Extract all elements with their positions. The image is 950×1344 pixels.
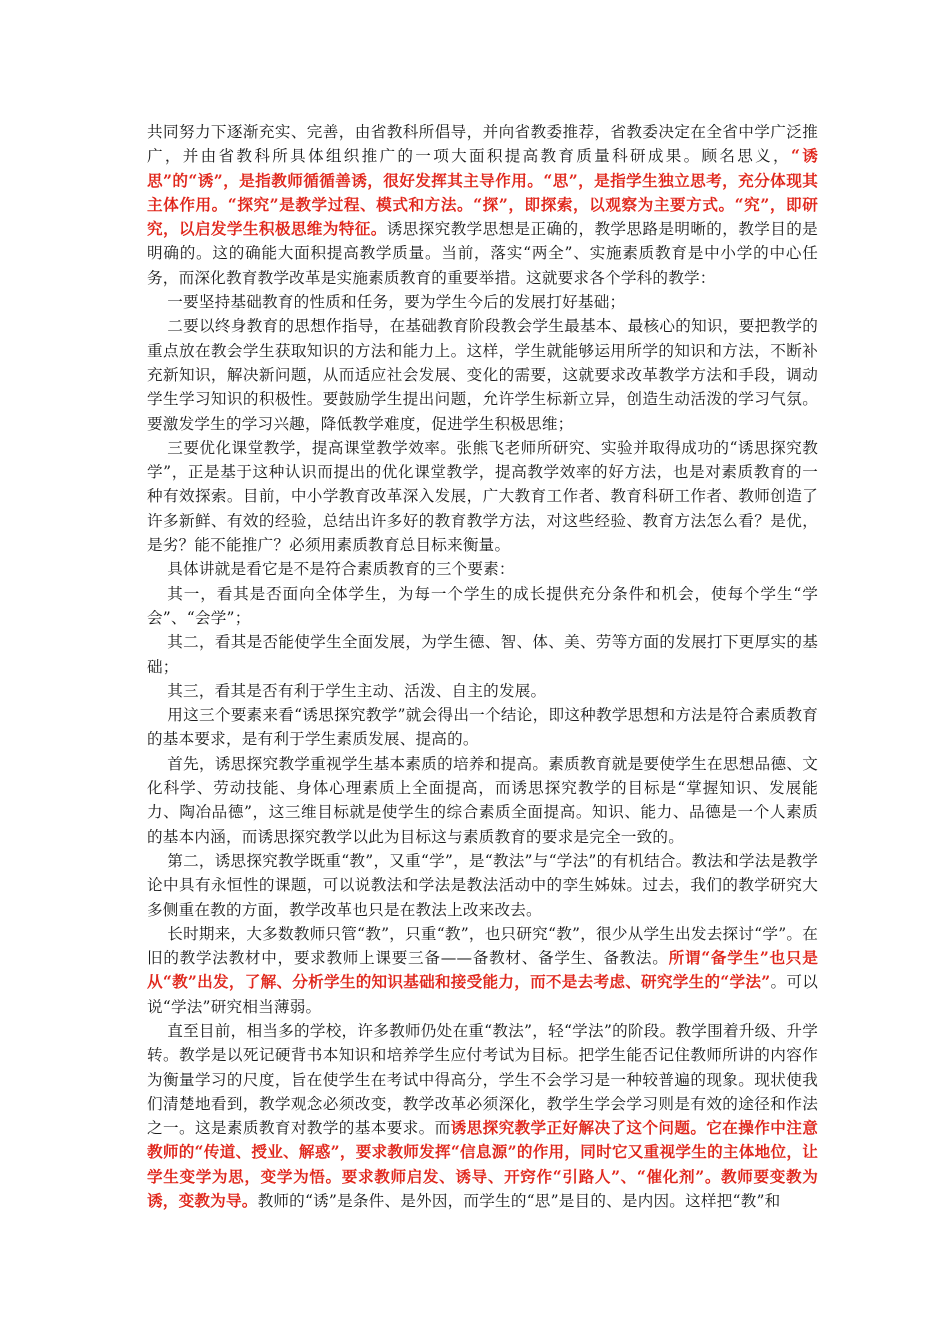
- paragraph: 其三，看其是否有利于学生主动、活泼、自主的发展。: [167, 681, 547, 700]
- text-run: 诱思探究教学思想是正确的，教学思路是明晰的，教学目的是明确的。这的确能大面积提高教学质量。当前，落实“两全”、实施素质教育是中小学的中心任务，而深化教育教学改革是实施素质教育的重要举措。这就要求各个学科的教学：: [147, 220, 818, 287]
- text-run: 教师的“诱”是条件、是外因，而学生的“思”是目的、是内因。这样把“教”和: [257, 1192, 781, 1211]
- highlighted-text: 所谓“备学生”也只是从“教”出发，了解、分析学生的知识基础和接受能力，而不是去考虑、研究学生的“学法”: [147, 948, 818, 992]
- paragraph: 一要坚持基础教育的性质和任务，要为学生今后的发展打好基础；: [167, 293, 626, 312]
- paragraph: 具体讲就是看它是不是符合素质教育的三个要素：: [167, 560, 515, 579]
- paragraph: [147, 922, 818, 1019]
- text-run: 共同努力下逐渐充实、完善，由省教科所倡导，并向省教委推荐，省教委决定在全省中学广泛推广，并由省教科所具体组织推广的一项大面积提高教育质量科研成果。顾名思义，: [147, 123, 818, 166]
- paragraph: 三要优化课堂教学，提高课堂教学效率。张熊飞老师所研究、实验并取得成功的“诱思探究教学”，正是基于这种认识而提出的优化课堂教学，提高教学效率的好方法，也是对素质教育的一种有效探索。目前，中小学教育改革深入发展，广大教育工作者、教育科研工作者、教师创造了许多新鲜、有效的经验，总结出许多好的教育教学方法，对这些经验、教育方法怎么看？是优，是劣？能不能推广？必须用素质教育总目标来衡量。: [147, 438, 818, 555]
- highlighted-text: 诱思探究教学正好解决了这个问题。它在操作中注意教师的“传道、授业、解惑”，要求教师发挥“信息源”的作用，同时它又重视学生的主体地位，让学生变学为思，变学为悟。要求教师启发、诱导、开窍作“引路人”、“催化剂”。教师要变教为诱，变教为导。: [147, 1118, 818, 1211]
- paragraph: 其一，看其是否面向全体学生，为每一个学生的成长提供充分条件和机会，使每个学生“学会”、“会学”；: [147, 584, 818, 627]
- paragraph: 首先，诱思探究教学重视学生基本素质的培养和提高。素质教育就是要使学生在思想品德、文化科学、劳动技能、身体心理素质上全面提高，而诱思探究教学的目标是“掌握知识、发展能力、陶冶品德”，这三维目标就是使学生的综合素质全面提高。知识、能力、品德是一个人素质的基本内涵，而诱思探究教学以此为目标这与素质教育的要求是完全一致的。: [147, 754, 818, 846]
- highlighted-text: “诱思”的“诱”，是指教师循循善诱，很好发挥其主导作用。“思”，是指学生独立思考，充分体现其主体作用。“探究”是教学过程、模式和方法。“探”，即探索，以观察为主要方式。“究”，即研究，以启发学生积极思维为特征。: [147, 146, 818, 239]
- text-run: 长时期来，大多数教师只管“教”，只重“教”，也只研究“教”，很少从学生出发去探讨“学”。在旧的教学法教材中，要求教师上课要三备——备教材、备学生、备教法。: [147, 924, 818, 968]
- document-body: [147, 120, 818, 1213]
- paragraph: 第二，诱思探究教学既重“教”，又重“学”，是“教法”与“学法”的有机结合。教法和学法是教学论中具有永恒性的课题，可以说教法和学法是教法活动中的孪生姊妹。过去，我们的教学研究大多侧重在教的方面，教学改革也只是在教法上改来改去。: [147, 851, 818, 919]
- paragraph: 用这三个要素来看“诱思探究教学”就会得出一个结论，即这种教学思想和方法是符合素质教育的基本要求，是有利于学生素质发展、提高的。: [147, 706, 818, 749]
- text-run: 。可以说“学法”研究相当薄弱。: [147, 973, 818, 1016]
- paragraph: [147, 1019, 818, 1213]
- text-run: 直至目前，相当多的学校，许多教师仍处在重“教法”，轻“学法”的阶段。教学围着升级、升学转。教学是以死记硬背书本知识和培养学生应付考试为目标。把学生能否记住教师所讲的内容作为衡量学习的尺度，旨在使学生在考试中得高分，学生不会学习是一种较普遍的现象。现状使我们清楚地看到，教学观念必须改变，教学改革必须深化，教学生学会学习则是有效的途径和作法之一。这是素质教育对教学的基本要求。而: [147, 1021, 818, 1138]
- paragraph: 其二，看其是否能使学生全面发展，为学生德、智、体、美、劳等方面的发展打下更厚实的基础；: [147, 633, 818, 676]
- paragraph: [147, 120, 818, 290]
- paragraph: 二要以终身教育的思想作指导，在基础教育阶段教会学生最基本、最核心的知识，要把教学的重点放在教会学生获取知识的方法和能力上。这样，学生就能够运用所学的知识和方法，不断补充新知识，解决新问题，从而适应社会发展、变化的需要，这就要求改革教学方法和手段，调动学生学习知识的积极性。要鼓励学生提出问题，允许学生标新立异，创造生动活泼的学习气氛。要激发学生的学习兴趣，降低教学难度，促进学生积极思维；: [147, 317, 818, 433]
